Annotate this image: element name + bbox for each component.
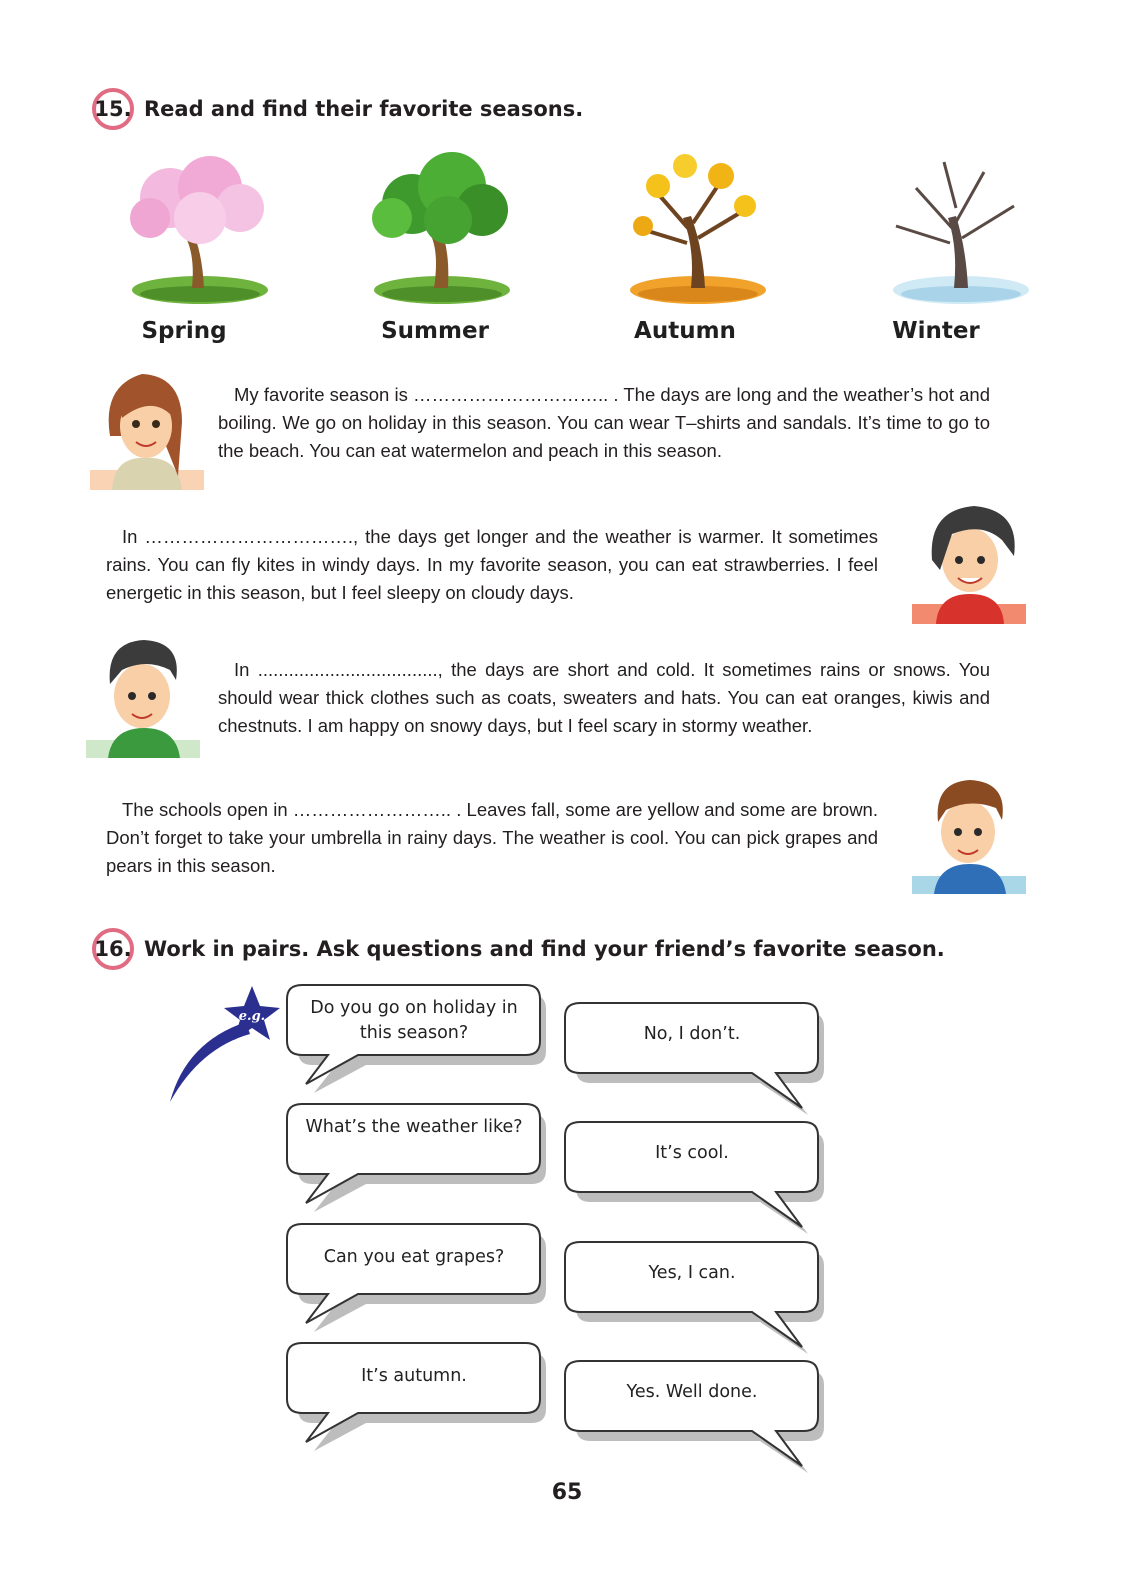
question-text: Do you go on holiday in this season? — [310, 998, 518, 1043]
example-label: e.g. — [238, 1009, 266, 1024]
answer-text: Yes, I can. — [648, 1263, 736, 1283]
exercise-title: Read and find their favorite seasons. — [144, 97, 584, 121]
spring-tree-image — [100, 148, 280, 308]
exercise-number: 16. — [92, 928, 134, 970]
season-label-autumn: Autumn — [634, 318, 736, 344]
answer-text: It’s cool. — [655, 1143, 729, 1163]
boy-portrait-image-1 — [912, 500, 1026, 624]
question-text: Can you eat grapes? — [323, 1247, 505, 1267]
example-star-icon — [166, 982, 280, 1106]
answer-text: Yes. Well done. — [626, 1382, 758, 1402]
season-label-winter: Winter — [892, 318, 980, 344]
question-bubble-4 — [286, 1342, 542, 1492]
girl-portrait-image — [90, 366, 204, 490]
winter-tree-image — [866, 148, 1046, 308]
answer-text: No, I don’t. — [643, 1024, 741, 1044]
reading-paragraph-winter: In ..................................., the days are short and cold. It sometimes rains or snows. You should wear thick clothes such as coats, sweaters and hats. You can eat oranges, kiwis and chestnuts. I am happy on snowy days, but I feel scary in stormy weather. — [218, 659, 990, 736]
exercise-title: Work in pairs. Ask questions and find your friend’s favorite season. — [144, 937, 945, 961]
exercise-number: 15. — [92, 88, 134, 130]
reading-paragraph-autumn: The schools open in …………………….. . Leaves fall, some are yellow and some are brown. Don’t forget to take your umbrella in rainy days. The weather is cool. You can pick grapes and pears in this season. — [106, 799, 878, 876]
question-text: What’s the weather like? — [305, 1117, 523, 1137]
exercise-16-header — [92, 928, 945, 970]
reading-paragraph-summer: My favorite season is ………………………….. . The days are long and the weather’s hot and boiling. We go on holiday in this season. You can wear T–shirts and sandals. It’s time to go to the beach. You can eat watermelon and peach in this season. — [218, 384, 990, 461]
season-label-spring: Spring — [141, 318, 227, 344]
exercise-15-header — [92, 88, 583, 130]
page-number: 65 — [551, 1480, 583, 1505]
summer-tree-image — [352, 148, 532, 308]
question-text: It’s autumn. — [361, 1366, 467, 1386]
season-label-summer: Summer — [381, 318, 489, 344]
autumn-tree-image — [603, 148, 783, 308]
boy-portrait-image-3 — [912, 776, 1026, 894]
reading-paragraph-spring: In ……………………………., the days get longer and the weather is warmer. It sometimes rains. You can fly kites in windy days. In my favorite season, you can eat strawberries. I feel energetic in this season, but I feel sleepy on cloudy days. — [106, 526, 878, 603]
boy-portrait-image-2 — [86, 634, 200, 758]
